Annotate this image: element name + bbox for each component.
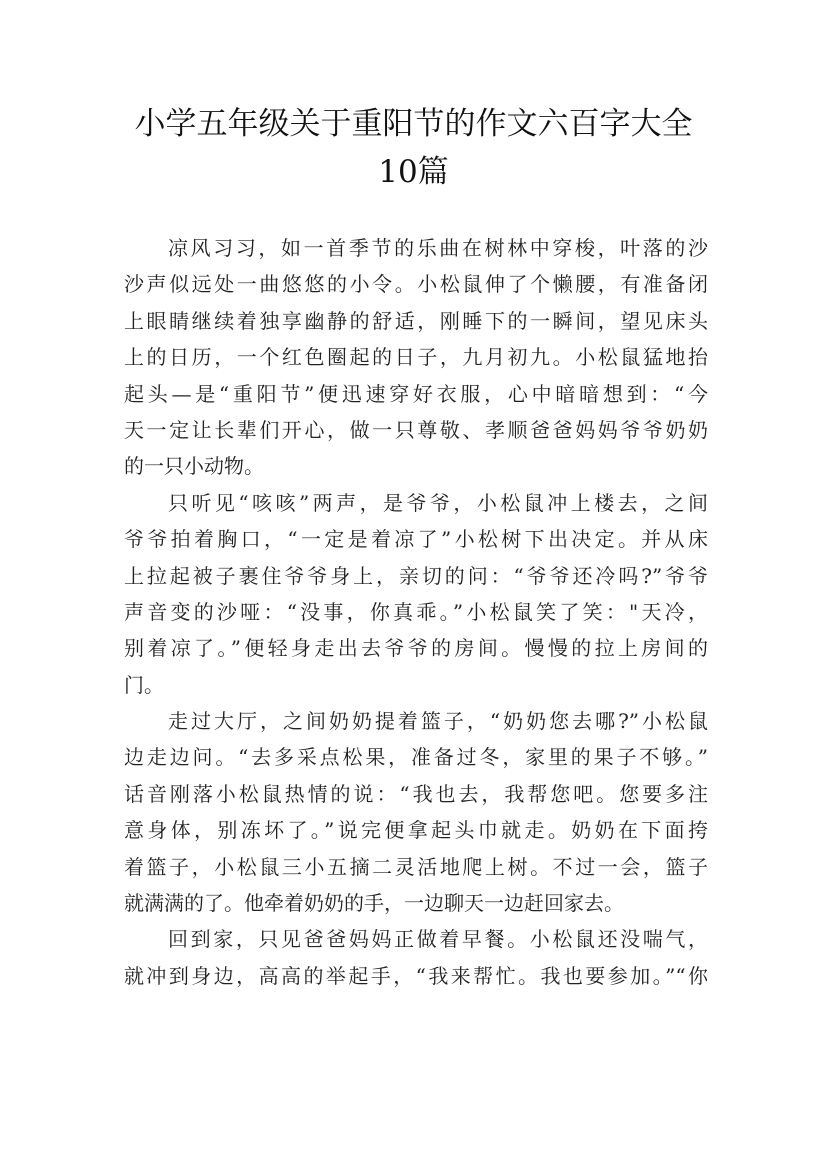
paragraph-1	[124, 230, 708, 485]
text-line: 回到家，只见爸爸妈妈正做着早餐。小松鼠还没喘气，	[168, 927, 708, 952]
text-line: 沙声似远处一曲悠悠的小令。小松鼠伸了个懒腰，有准备闭	[124, 272, 708, 297]
text-line: 上眼睛继续着独享幽静的舒适，刚睡下的一瞬间，望见床头	[124, 308, 708, 333]
text-line: 上的日历，一个红色圈起的日子，九月初九。小松鼠猛地抬	[124, 345, 708, 370]
title-line-2: 10篇	[378, 154, 449, 190]
text-line: 就冲到身边，高高的举起手，“我来帮忙。我也要参加。”“你	[124, 963, 708, 988]
text-line: 边走边问。“去多采点松果，准备过冬，家里的果子不够。”	[124, 745, 708, 770]
text-line: 天一定让长辈们开心，做一只尊敬、孝顺爸爸妈妈爷爷奶奶	[124, 417, 708, 442]
text-line: 只听见“咳咳”两声，是爷爷，小松鼠冲上楼去，之间	[168, 490, 708, 515]
text-line: 着篮子，小松鼠三小五摘二灵活地爬上树。不过一会，篮子	[124, 854, 708, 879]
document-title	[100, 100, 727, 196]
title-line-1: 小学五年级关于重阳节的作文六百字大全	[134, 106, 693, 142]
text-line: 爷爷拍着胸口，“一定是着凉了”小松树下出决定。并从床	[124, 527, 708, 552]
document-body	[124, 230, 708, 994]
text-line: 凉风习习，如一首季节的乐曲在树林中穿梭，叶落的沙	[168, 236, 708, 260]
text-line: 上拉起被子裹住爷爷身上，亲切的问：“爷爷还冷吗?”爷爷	[124, 563, 708, 588]
text-line: 意身体，别冻坏了。”说完便拿起头巾就走。奶奶在下面挎	[124, 818, 708, 843]
text-line: 就满满的了。他牵着奶奶的手，一边聊天一边赶回家去。	[124, 891, 624, 916]
text-line: 声音变的沙哑：“没事，你真乖。”小松鼠笑了笑："天冷，	[124, 599, 708, 624]
text-line: 起头—是“重阳节”便迅速穿好衣服，心中暗暗想到：“今	[124, 381, 708, 406]
paragraph-2	[124, 485, 708, 703]
text-line: 话音刚落小松鼠热情的说：“我也去，我帮您吧。您要多注	[124, 781, 708, 806]
paragraph-4	[124, 921, 708, 994]
paragraph-3	[124, 703, 708, 921]
text-line: 走过大厅，之间奶奶提着篮子，“奶奶您去哪?”小松鼠	[168, 709, 708, 734]
text-line: 的一只小动物。	[124, 454, 264, 479]
text-line: 门。	[124, 672, 164, 697]
text-line: 别着凉了。”便轻身走出去爷爷的房间。慢慢的拉上房间的	[124, 636, 708, 661]
